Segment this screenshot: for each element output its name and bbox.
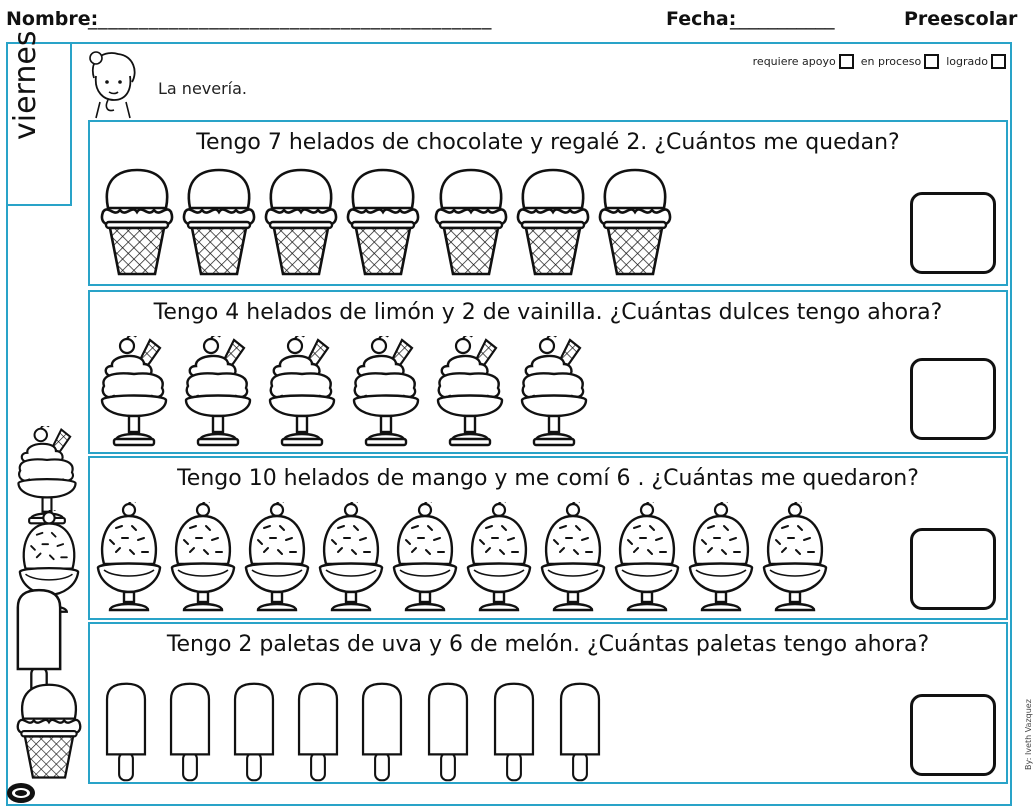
sprinkle-sundae-icon (170, 502, 236, 612)
sprinkle-sundae-icon (688, 502, 754, 612)
sprinkle-sundae-icon (614, 502, 680, 612)
problem-question: Tengo 7 helados de chocolate y regalé 2. ¿Cuántos me quedan? (196, 130, 900, 155)
worksheet-subtitle: La nevería. (158, 79, 248, 98)
answer-box[interactable] (910, 192, 996, 274)
sprinkle-sundae-icon (392, 502, 458, 612)
date-line[interactable]: ___________ (730, 8, 835, 30)
sprinkle-sundae-icon (762, 502, 828, 612)
sundae-icon (432, 336, 508, 448)
popsicle-icon (422, 682, 474, 782)
sprinkle-sundae-icon (96, 502, 162, 612)
ice-cream-stack-decoration (10, 420, 86, 806)
achieved-checkbox[interactable] (991, 54, 1006, 69)
sundae-icon (264, 336, 340, 448)
thinking-girl-icon (78, 48, 148, 118)
legend-label-in-progress: en proceso (860, 55, 922, 68)
legend-label-needs-support: requiere apoyo (752, 55, 836, 68)
sprinkle-sundae-icon (466, 502, 532, 612)
sundae-icon (516, 336, 592, 448)
popsicle-icon (554, 682, 606, 782)
sundae-icon (180, 336, 256, 448)
ice-cream-cone-icon (516, 168, 590, 278)
answer-box[interactable] (910, 358, 996, 440)
problem-question: Tengo 2 paletas de uva y 6 de melón. ¿Cuántas paletas tengo ahora? (166, 632, 930, 657)
in-progress-checkbox[interactable] (924, 54, 939, 69)
name-label: Nombre: (6, 8, 99, 30)
ice-cream-cone-icon (346, 168, 420, 278)
author-signature: By: Iveth Vazquez (1023, 699, 1033, 770)
publisher-logo-icon (6, 782, 36, 804)
date-label: Fecha: (666, 8, 737, 30)
level-label: Preescolar (904, 8, 1018, 30)
popsicle-icon (356, 682, 408, 782)
problem-section-1 (88, 120, 1008, 286)
sundae-icon (348, 336, 424, 448)
sprinkle-sundae-icon (318, 502, 384, 612)
problem-question: Tengo 4 helados de limón y 2 de vainilla. ¿Cuántas dulces tengo ahora? (153, 300, 943, 325)
popsicle-icon (292, 682, 344, 782)
day-label: viernes (8, 30, 43, 140)
popsicle-icon (100, 682, 152, 782)
needs-support-checkbox[interactable] (839, 54, 854, 69)
problem-section-4 (88, 622, 1008, 784)
ice-cream-cone-icon (264, 168, 338, 278)
problem-section-2 (88, 290, 1008, 454)
answer-box[interactable] (910, 528, 996, 610)
popsicle-icon (228, 682, 280, 782)
sundae-icon (96, 336, 172, 448)
sprinkle-sundae-icon (540, 502, 606, 612)
progress-legend (753, 54, 1010, 69)
problem-section-3 (88, 456, 1008, 620)
ice-cream-cone-icon (100, 168, 174, 278)
ice-cream-cone-icon (434, 168, 508, 278)
problem-question: Tengo 10 helados de mango y me comí 6 . ¿Cuántas me quedaron? (177, 466, 919, 491)
sprinkle-sundae-icon (244, 502, 310, 612)
ice-cream-cone-icon (182, 168, 256, 278)
answer-box[interactable] (910, 694, 996, 776)
popsicle-icon (488, 682, 540, 782)
popsicle-icon (164, 682, 216, 782)
name-line[interactable]: ________________________________________ (88, 8, 492, 30)
worksheet-header (0, 0, 1024, 36)
legend-label-achieved: logrado (946, 55, 988, 68)
ice-cream-cone-icon (598, 168, 672, 278)
